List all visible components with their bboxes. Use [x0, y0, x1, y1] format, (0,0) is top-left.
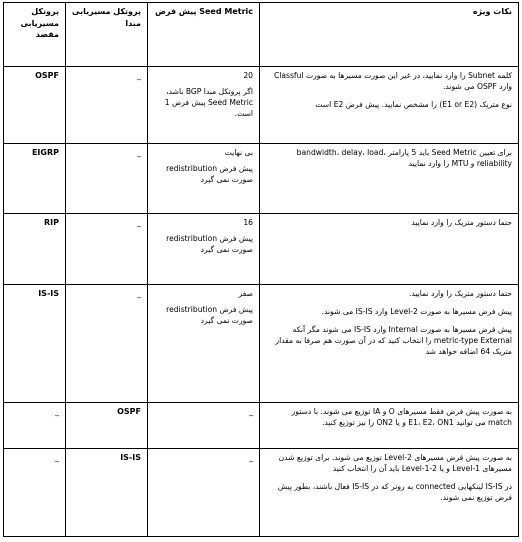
- table-row: [4, 285, 519, 403]
- cell-notes: [260, 285, 519, 403]
- cell-dest: [4, 403, 66, 449]
- table-row: [4, 144, 519, 214]
- seed-note: پیش فرض redistribution صورت نمی گیرد: [166, 164, 253, 184]
- note-line: در IS-IS لینکهایی connected به روتر که در IS-IS فعال باشند، بطور پیش فرض توزیع نمی شوند.: [277, 482, 512, 502]
- cell-src: [66, 144, 148, 214]
- note-line: به صورت پیش فرض فقط مسیرهای O و IA توزیع می شوند. با دستور match می توانید E1، E2، ON1 و یا ON2 را نیز توزیع کنید.: [291, 407, 512, 427]
- header-row: [4, 3, 519, 67]
- dash: _: [55, 453, 59, 462]
- dash: _: [137, 218, 141, 227]
- cell-src: [66, 285, 148, 403]
- cell-dest: IS-IS: [4, 285, 66, 403]
- note-line: حتما دستور متریک را وارد نمایید: [411, 218, 512, 227]
- table-row: [4, 449, 519, 537]
- seed-value: 20: [243, 71, 253, 80]
- cell-notes: [260, 144, 519, 214]
- table-row: [4, 67, 519, 144]
- seed-value: _: [249, 407, 253, 416]
- note-line: کلمه Subnet را وارد نمایید، در غیر این صورت مسیرها به صورت Classful وارد OSPF می شوند.: [273, 71, 512, 91]
- note-line: برای تعیین Seed Metric باید 5 پارامتر bandwidth، delay، load، reliability و MTU را وارد نمایید: [296, 148, 512, 168]
- dash: _: [55, 407, 59, 416]
- table-row: [4, 214, 519, 285]
- header-dest-protocol: پروتکل مسیریابی مقصد: [4, 3, 66, 67]
- cell-dest: EIGRP: [4, 144, 66, 214]
- cell-dest: [4, 449, 66, 537]
- cell-seed: [148, 67, 260, 144]
- seed-value: _: [249, 453, 253, 462]
- seed-value: بی نهایت: [224, 148, 253, 157]
- header-notes: نکات ویژه: [260, 3, 519, 67]
- seed-note: پیش فرض redistribution صورت نمی گیرد: [166, 305, 253, 325]
- dash: _: [137, 71, 141, 80]
- cell-notes: [260, 67, 519, 144]
- seed-note: اگر پروتکل مبدا BGP باشد، Seed Metric پیش فرض 1 است.: [164, 87, 253, 118]
- note-line: پیش فرض مسیرها به صورت Level-2 وارد IS-IS می شوند.: [321, 307, 512, 316]
- note-line: نوع متریک (E1 or E2) را مشخص نمایید. پیش فرض E2 است: [315, 100, 512, 109]
- table-row: [4, 403, 519, 449]
- cell-seed: [148, 403, 260, 449]
- cell-src: [66, 214, 148, 285]
- dash: _: [137, 289, 141, 298]
- cell-notes: [260, 449, 519, 537]
- note-line: حتما دستور متریک را وارد نمایید.: [408, 289, 512, 298]
- cell-src: OSPF: [66, 403, 148, 449]
- note-line: پیش فرض مسیرها به صورت Internal وارد IS-IS می شوند مگر آنکه metric-type External را انتخاب کنید که در آن صورت هم صرفا به مقدار متریک 64 اضافه خواهد شد: [275, 325, 512, 356]
- cell-seed: [148, 449, 260, 537]
- header-src-protocol: پروتکل مسیریابی مبدا: [66, 3, 148, 67]
- note-line: به صورت پیش فرض مسیرهای Level-2 توزیع می شوند. برای توزیع شدن مسیرهای Level-1 و یا Level-1-2 باید آن را انتخاب کنید: [278, 453, 512, 473]
- seed-note: پیش فرض redistribution صورت نمی گیرد: [166, 234, 253, 254]
- cell-src: [66, 67, 148, 144]
- cell-seed: [148, 214, 260, 285]
- cell-dest: RIP: [4, 214, 66, 285]
- cell-seed: [148, 285, 260, 403]
- cell-src: IS-IS: [66, 449, 148, 537]
- cell-notes: [260, 214, 519, 285]
- seed-value: 16: [243, 218, 253, 227]
- seed-value: صفر: [238, 289, 253, 298]
- header-seed-metric: Seed Metric پیش فرض: [148, 3, 260, 67]
- redistribution-table: [3, 2, 519, 537]
- cell-dest: OSPF: [4, 67, 66, 144]
- dash: _: [137, 148, 141, 157]
- cell-notes: [260, 403, 519, 449]
- cell-seed: [148, 144, 260, 214]
